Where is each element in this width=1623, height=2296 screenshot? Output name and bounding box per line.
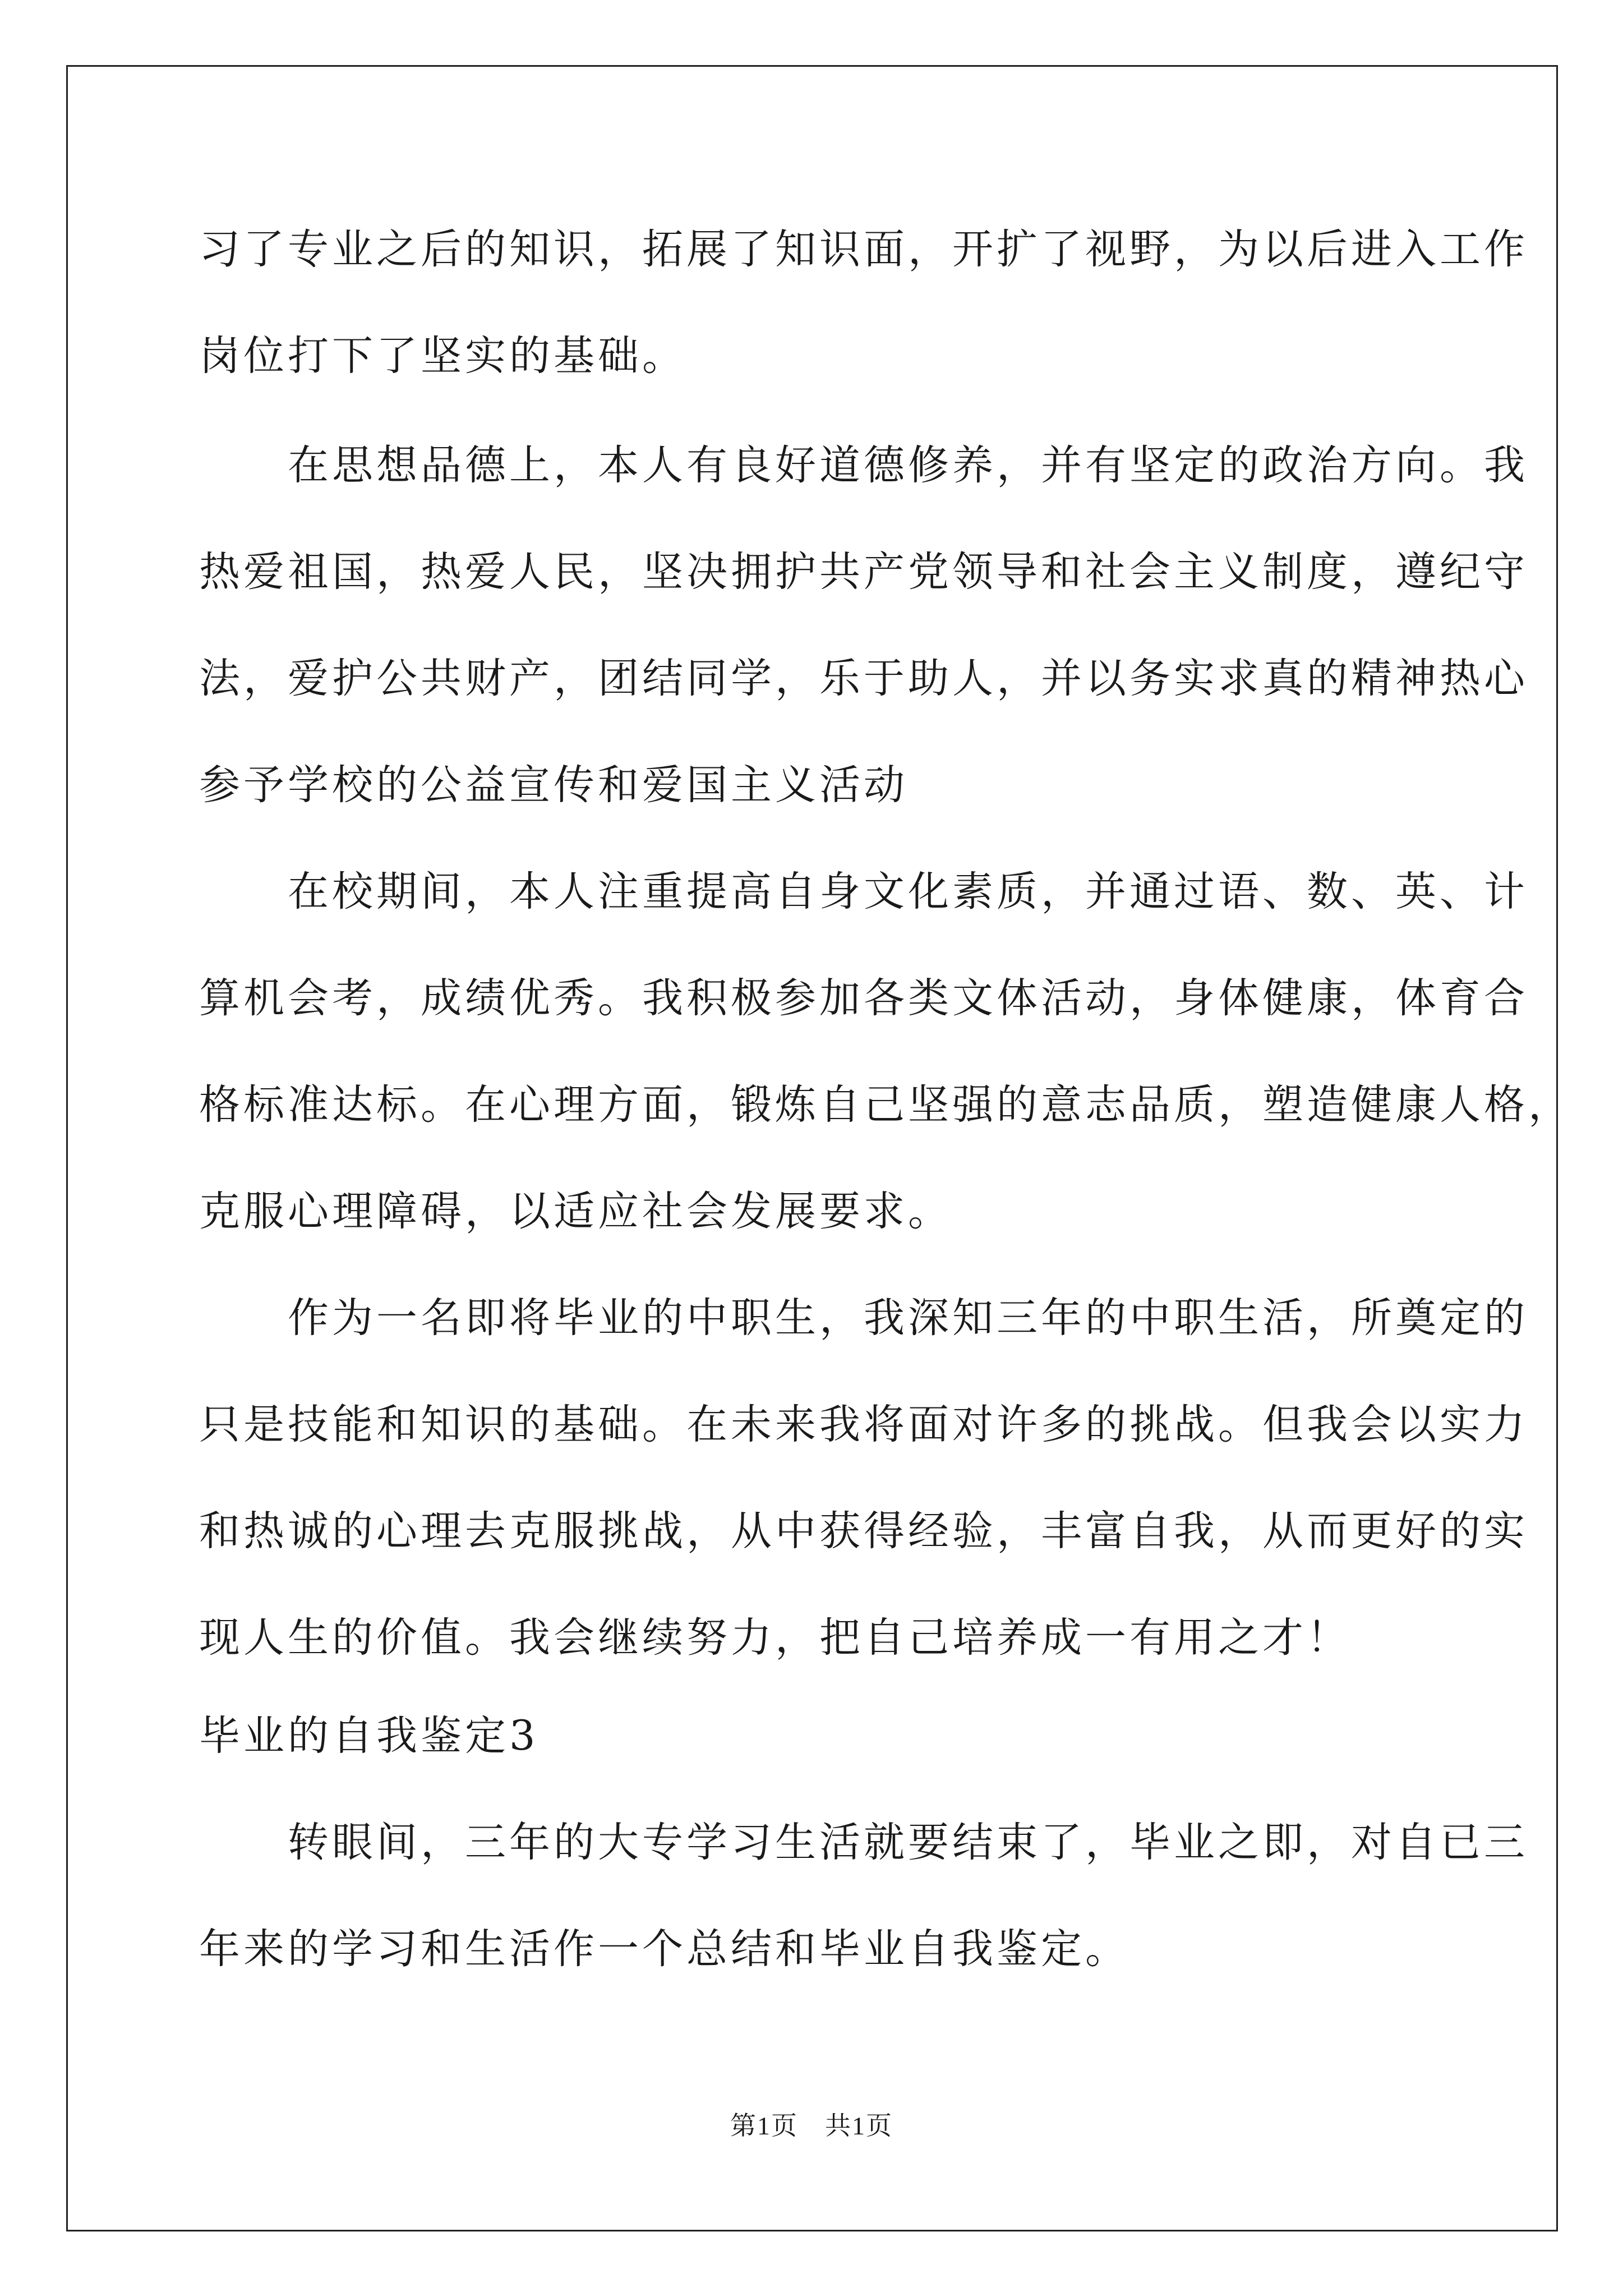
text-line: 在校期间，本人注重提高自身文化素质，并通过语、数、英、计: [199, 868, 1528, 915]
text-line: 习了专业之后的知识，拓展了知识面，开扩了视野，为以后进入工作: [199, 226, 1528, 273]
text-line: 作为一名即将毕业的中职生，我深知三年的中职生活，所奠定的: [199, 1294, 1528, 1342]
text-line: 参予学校的公益宣传和爱国主义活动: [199, 761, 908, 809]
page-footer: 第1页 共1页: [730, 2111, 893, 2140]
text-line: 岗位打下了坚实的基础。: [199, 332, 686, 380]
text-line: 年来的学习和生活作一个总结和毕业自我鉴定。: [199, 1925, 1129, 1973]
text-line: 格标准达标。在心理方面，锻炼自己坚强的意志品质，塑造健康人格，: [199, 1081, 1573, 1129]
text-line: 和热诚的心理去克服挑战，从中获得经验，丰富自我，从而更好的实: [199, 1507, 1528, 1555]
text-line: 只是技能和知识的基础。在未来我将面对许多的挑战。但我会以实力: [199, 1401, 1528, 1448]
page-border: [66, 65, 1558, 2231]
text-line: 算机会考，成绩优秀。我积极参加各类文体活动，身体健康，体育合: [199, 974, 1528, 1022]
text-line: 克服心理障碍，以适应社会发展要求。: [199, 1188, 952, 1235]
text-line: 热爱祖国，热爱人民，坚决拥护共产党领导和社会主义制度，遵纪守: [199, 548, 1528, 596]
section-heading: 毕业的自我鉴定3: [199, 1712, 539, 1760]
text-line: 现人生的价值。我会继续努力，把自己培养成一有用之才！: [199, 1614, 1351, 1662]
text-line: 转眼间，三年的大专学习生活就要结束了，毕业之即，对自已三: [199, 1819, 1528, 1866]
text-line: 在思想品德上，本人有良好道德修养，并有坚定的政治方向。我: [199, 441, 1528, 489]
text-line: 法，爱护公共财产，团结同学，乐于助人，并以务实求真的精神热心: [199, 655, 1528, 702]
